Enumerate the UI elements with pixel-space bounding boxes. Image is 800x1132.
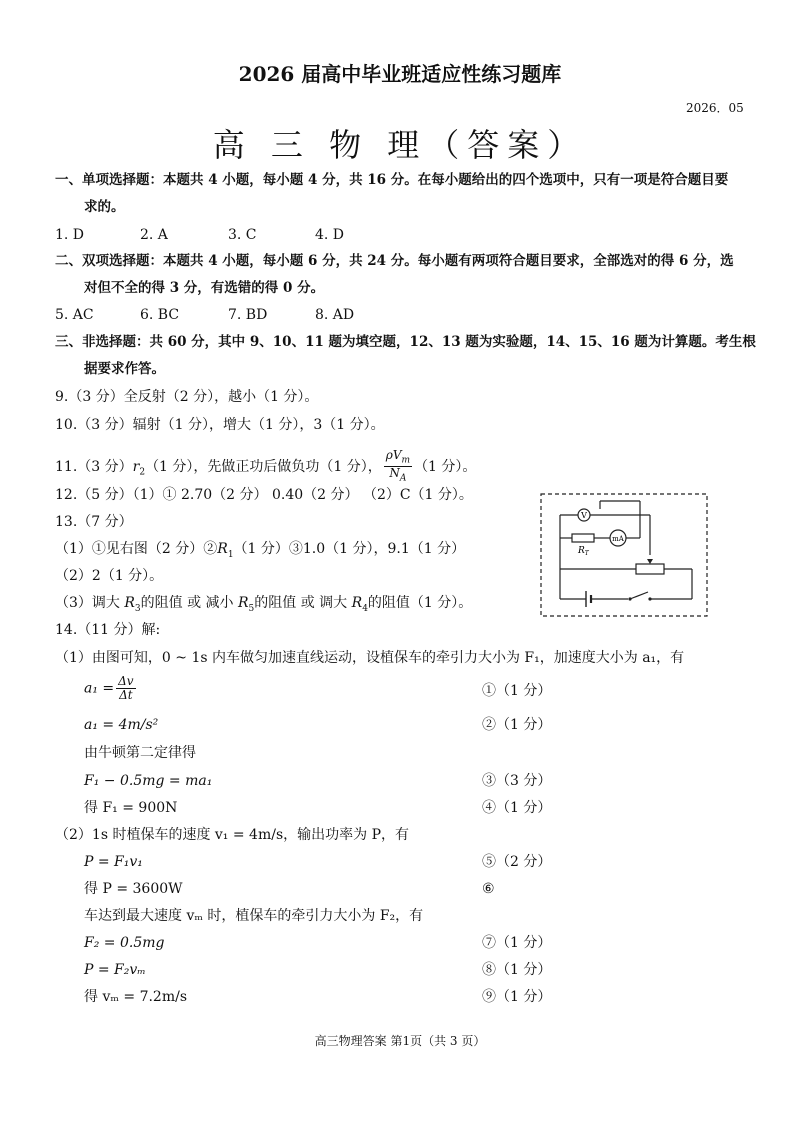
q14-eq9: 得 vₘ = 7.2m/s [84,989,188,1005]
milliammeter-label: mA [612,535,624,543]
section2-answer-5: 5. AC [55,307,94,323]
q10-answer: 10.（3 分）辐射（1 分），增大（1 分），3（1 分）。 [55,417,385,433]
q14-eq7: F₂ = 0.5mg [84,935,165,951]
rheostat-slider-icon [647,559,653,564]
q14-eq7-mark: ⑦（1 分） [482,935,552,951]
q14-head: 14.（11 分）解: [55,622,161,638]
q14-newton: 由牛顿第二定律得 [84,745,196,761]
q14-eq8: P = F₂vₘ [84,962,146,978]
thermistor-icon [572,534,594,542]
q14-eq4: 得 F₁ = 900N [84,800,178,816]
q14-eq4-mark: ④（1 分） [482,800,552,816]
q14-eq6-mark: ⑥ [482,881,495,897]
q13-line1: （1）①见右图（2 分）$②R_1(1$ 分）③1.0（1 分），9.1（1 分） [55,541,466,560]
q14-vmax-text: 车达到最大速度 vₘ 时，植保车的牵引力大小为 F₂，有 [84,908,424,924]
main-title: 高 三 物 理（答案） [212,126,588,164]
q9-answer: 9.（3 分）全反射（2 分），越小（1 分）。 [55,389,319,405]
section1-answer-4: 4. D [315,227,345,243]
circuit-diagram [540,493,708,617]
q14-eq1-mark: ①（1 分） [482,683,552,699]
q14-eq9-mark: ⑨（1 分） [482,989,552,1005]
q14-eq2: a₁ = 4m/s² [84,717,159,733]
q12-answer: 12.（5 分）（1）① 2.70（2 分） 0.40（2 分） （2）C（1 分）。 [55,487,473,503]
section3-heading-line2: 据要求作答。 [84,361,165,377]
q14-eq6: 得 P = 3600W [84,881,183,897]
section1-answer-2: 2. A [140,227,168,243]
section2-answer-6: 6. BC [140,307,180,323]
section2-heading-line2: 对但不全的得 3 分，有选错的得 0 分。 [84,280,325,296]
q14-eq2-mark: ②（1 分） [482,717,552,733]
q14-eq8-mark: ⑧（1 分） [482,962,552,978]
section1-heading-line1: 一、单项选择题：本题共 4 小题，每小题 4 分，共 16 分。在每小题给出的四个选项中，只有一项是符合题目要 [55,172,729,188]
q14-eq1: a₁ = $\frac{\Delta v}{\Delta t}$ [84,674,134,703]
section2-heading-line1: 二、双项选择题：本题共 4 小题，每小题 6 分，共 24 分。每小题有两项符合题目要求，全部选对的得 6 分，选 [55,253,734,269]
q14-part1-intro: （1）由图可知，0 ~ 1s 内车做匀加速直线运动，设植保车的牵引力大小为 F₁，加速度大小为 a₁，有 [55,650,685,666]
q14-eq5: P = F₁v₁ [84,854,143,870]
q13-head: 13.（7 分） [55,514,133,530]
q11-fraction: $\frac{\rho V_m}{N_A}$ [385,448,411,484]
thermistor-label: $R_T$ [578,546,589,557]
q13-line2: （2）2（1 分）。 [55,568,164,584]
section2-answer-8: 8. AD [315,307,355,323]
section1-answer-3: 3. C [228,227,257,243]
q14-eq5-mark: ⑤（2 分） [482,854,552,870]
date: 2026．05 [686,101,744,115]
q14-part2-intro: （2）1s 时植保车的速度 v₁ = 4m/s，输出功率为 P，有 [55,827,410,843]
series-title: 2026 届高中毕业班适应性练习题库 [238,62,562,86]
q13-line3: （3）调大 $R_3$的阻值 或 减小 $R_5$的阻值 或 调大 $R_4$的阻值（1 分）。 [55,595,473,614]
section2-answer-7: 7. BD [228,307,268,323]
section1-answer-1: 1. D [55,227,85,243]
page-footer: 高三物理答案 第1页（共 3 页） [314,1034,486,1048]
voltmeter-label: V [581,511,587,520]
q11-answer: 11.（3 分）$r_2(1$ 分），先做正功后做负功（1 分）， $\frac{\rho V_m}{N_A}$ （1 分）。 [55,448,477,484]
section3-heading-line1: 三、非选择题：共 60 分，其中 9、10、11 题为填空题，12、13 题为实验题，14、15、16 题为计算题。考生根 [55,334,756,350]
q14-eq3: F₁ − 0.5mg = ma₁ [84,773,213,789]
q14-eq3-mark: ③（3 分） [482,773,552,789]
rheostat-icon [636,564,664,574]
section1-heading-line2: 求的。 [84,199,125,215]
circuit-dashed-border [541,494,707,616]
